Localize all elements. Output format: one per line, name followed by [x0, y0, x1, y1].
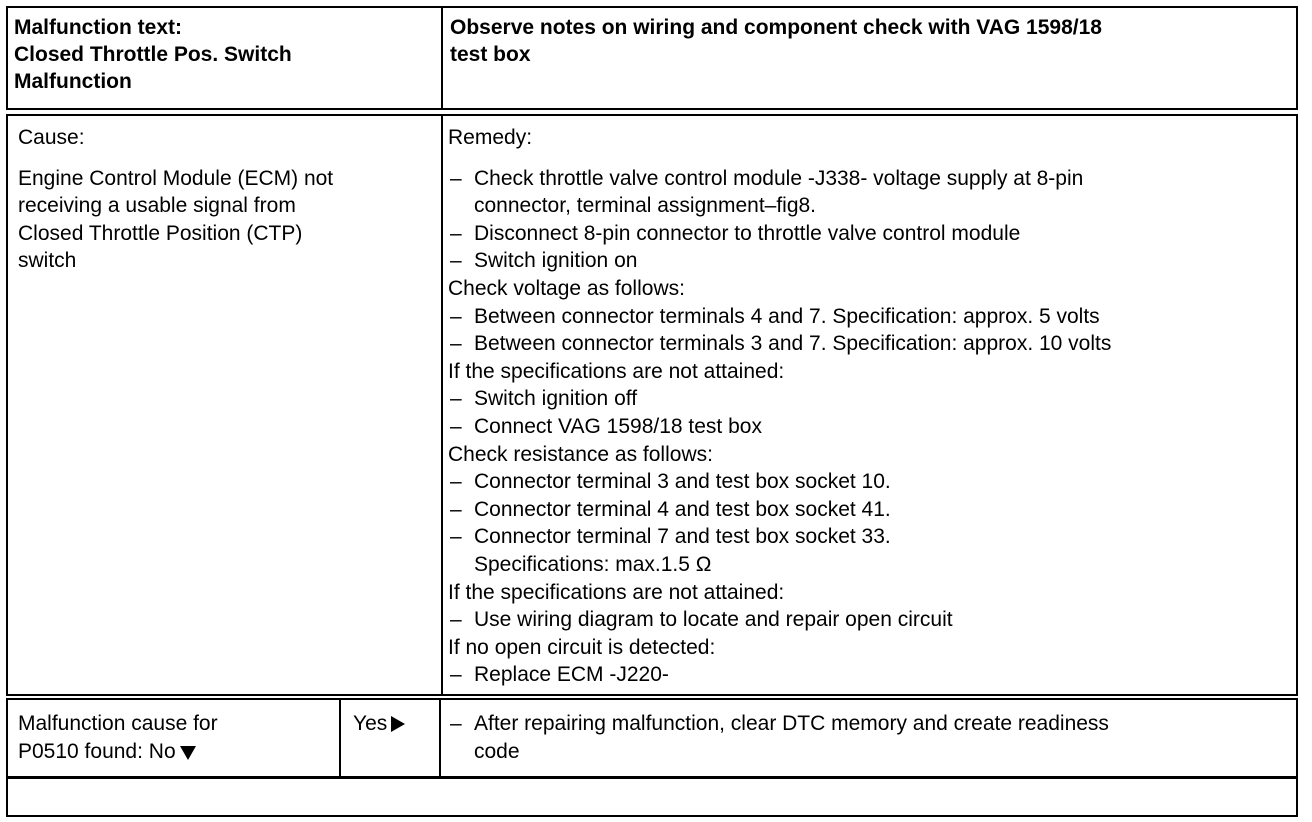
remedy-label: Remedy: — [448, 126, 533, 149]
decision-no-text: P0510 found: No — [18, 739, 176, 763]
cause-remedy-row — [6, 114, 1298, 696]
remedy-step — [448, 330, 1293, 358]
remedy-step — [448, 606, 1293, 634]
decision-action-continuation: code — [474, 739, 520, 763]
cause-line: Engine Control Module (ECM) not — [18, 166, 334, 190]
dash-bullet: – — [450, 387, 462, 411]
decision-action-item — [448, 710, 1293, 738]
remedy-step — [448, 385, 1293, 413]
column-divider — [339, 700, 341, 776]
wiring-notes-cell — [450, 14, 1290, 108]
troubleshooting-table — [6, 6, 1298, 814]
remedy-step-text: Use wiring diagram to locate and repair open circuit — [474, 608, 953, 632]
dash-bullet: – — [450, 249, 462, 273]
cause-label: Cause: — [18, 126, 85, 149]
remedy-instruction: If no open circuit is detected: — [448, 635, 716, 659]
remedy-step — [448, 496, 1293, 524]
cause-line: switch — [18, 249, 77, 273]
cause-line: receiving a usable signal from — [18, 194, 296, 218]
remedy-instruction: Check resistance as follows: — [448, 442, 713, 466]
header-row — [6, 6, 1298, 110]
remedy-step-text: Switch ignition off — [474, 387, 638, 411]
remedy-step-text: Connect VAG 1598/18 test box — [474, 414, 762, 438]
remedy-step-text: Check throttle valve control module -J338- voltage supply at 8-pin — [474, 166, 1084, 190]
malfunction-text-cell — [14, 14, 434, 108]
remedy-step — [448, 661, 1293, 689]
remedy-step-text: Replace ECM -J220- — [474, 663, 669, 687]
dash-bullet: – — [450, 497, 462, 521]
remedy-step — [448, 303, 1293, 331]
dash-bullet: – — [450, 332, 462, 356]
dash-bullet: – — [450, 414, 462, 438]
wiring-notes-line: test box — [450, 43, 531, 66]
decision-action-cell — [448, 710, 1293, 776]
remedy-step-text: Disconnect 8-pin connector to throttle valve control module — [474, 221, 1021, 245]
dash-bullet: – — [450, 712, 462, 735]
decision-action-text: After repairing malfunction, clear DTC memory and create readiness — [474, 712, 1109, 735]
remedy-step-text: Connector terminal 7 and test box socket 33. — [474, 525, 891, 549]
remedy-step — [448, 468, 1293, 496]
malfunction-text-line: Malfunction — [14, 70, 132, 93]
column-divider — [441, 116, 443, 694]
decision-yes-label: Yes — [353, 712, 388, 735]
remedy-step-text: Switch ignition on — [474, 249, 638, 273]
remedy-step — [448, 165, 1293, 193]
remedy-continuation: connector, terminal assignment–fig8. — [474, 194, 817, 218]
remedy-instruction: If the specifications are not attained: — [448, 359, 785, 383]
decision-question-cell — [18, 710, 338, 776]
dash-bullet: – — [450, 525, 462, 549]
empty-row — [6, 777, 1298, 817]
remedy-step — [448, 220, 1293, 248]
arrow-right-icon — [391, 716, 405, 732]
arrow-down-icon — [180, 746, 196, 760]
decision-yes-cell — [353, 710, 443, 776]
remedy-step — [448, 523, 1293, 551]
malfunction-text-line: Malfunction text: — [14, 16, 182, 39]
dash-bullet: – — [450, 608, 462, 632]
column-divider — [439, 700, 441, 776]
remedy-step — [448, 247, 1293, 275]
cause-cell — [18, 124, 438, 694]
remedy-cell — [448, 124, 1293, 694]
dash-bullet: – — [450, 221, 462, 245]
remedy-continuation: Specifications: max.1.5 Ω — [474, 552, 712, 576]
malfunction-text-line: Closed Throttle Pos. Switch — [14, 43, 292, 66]
column-divider — [441, 8, 443, 108]
decision-question-line: Malfunction cause for — [18, 712, 218, 735]
cause-line: Closed Throttle Position (CTP) — [18, 221, 303, 245]
remedy-list — [448, 165, 1293, 689]
decision-yes-line — [353, 710, 443, 738]
wiring-notes-line: Observe notes on wiring and component check with VAG 1598/18 — [450, 16, 1102, 39]
remedy-step-text: Connector terminal 3 and test box socket 10. — [474, 470, 891, 494]
remedy-instruction: If the specifications are not attained: — [448, 580, 785, 604]
dash-bullet: – — [450, 304, 462, 328]
dash-bullet: – — [450, 663, 462, 687]
remedy-step-text: Between connector terminals 4 and 7. Specification: approx. 5 volts — [474, 304, 1100, 328]
dash-bullet: – — [450, 166, 462, 190]
remedy-instruction: Check voltage as follows: — [448, 276, 685, 300]
decision-question-line — [18, 738, 338, 766]
remedy-step-text: Connector terminal 4 and test box socket 41. — [474, 497, 891, 521]
remedy-step-text: Between connector terminals 3 and 7. Specification: approx. 10 volts — [474, 332, 1112, 356]
remedy-step — [448, 413, 1293, 441]
dash-bullet: – — [450, 470, 462, 494]
decision-row — [6, 698, 1298, 778]
